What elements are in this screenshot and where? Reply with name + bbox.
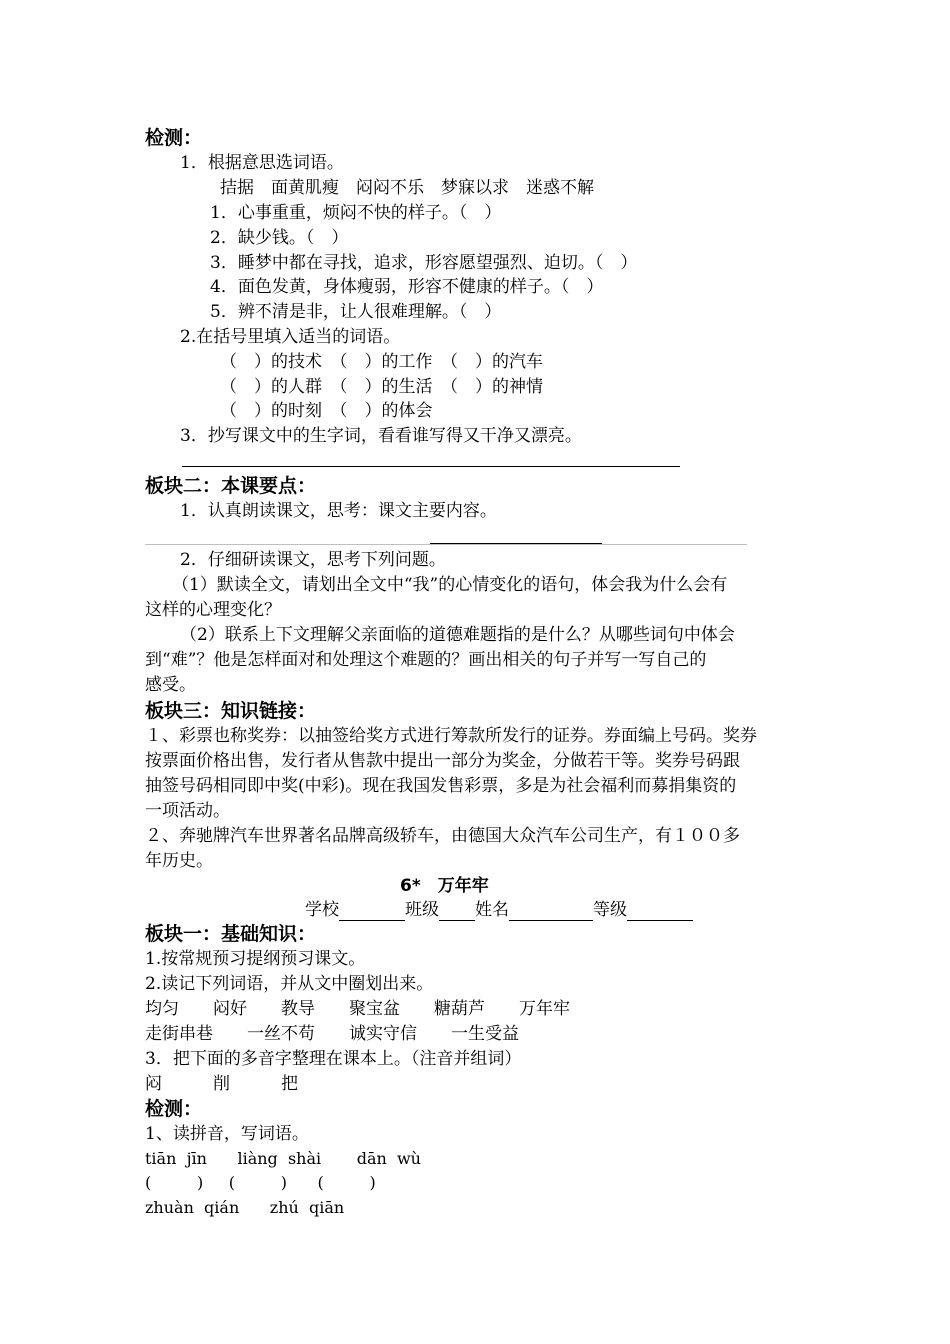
paragraph-text: ２、奔驰牌汽车世界著名品牌高级轿车，由德国大众汽车公司生产，有１００多 xyxy=(145,826,740,846)
word-options: 拮据 面黄肌瘦 闷闷不乐 梦寐以求 迷惑不解 xyxy=(220,178,594,198)
section-title-1: 板块一：基础知识： xyxy=(145,923,317,945)
student-info-row xyxy=(305,899,693,921)
answer-parens-row: ( ) ( ) ( ) xyxy=(145,1173,376,1192)
polyphone-chars: 闷 削 把 xyxy=(145,1074,298,1094)
paragraph-text: １、彩票也称奖券：以抽签给奖方式进行筹款所发行的证券。券面编上号码。奖券 xyxy=(145,726,757,746)
question-text: 这样的心理变化？ xyxy=(145,600,281,620)
section-1-item-3: 3．把下面的多音字整理在课本上。（注音并组词） xyxy=(145,1049,522,1069)
question-text: （1）默读全文，请划出全文中“我”的心情变化的语句，体会我为什么会有 xyxy=(172,575,728,595)
question-1-item: 1．心事重重，烦闷不快的样子。（ ） xyxy=(210,203,502,223)
section-title-jiance: 检测： xyxy=(145,1098,203,1120)
section-title-2: 板块二：本课要点： xyxy=(145,475,317,497)
divider-line xyxy=(145,544,747,545)
section-title-jiance: 检测： xyxy=(145,127,203,149)
question-text: （2）联系上下文理解父亲面临的道德难题指的是什么？从哪些词句中体会 xyxy=(180,625,735,645)
question-text: 感受。 xyxy=(145,675,196,695)
writing-line xyxy=(430,543,602,544)
vocab-row: 均匀 闷好 教导 聚宝盆 糖葫芦 万年牢 xyxy=(145,999,570,1019)
paragraph-text: 年历史。 xyxy=(145,851,213,871)
writing-line xyxy=(182,466,680,467)
question-1-title: 1．根据意思选词语。 xyxy=(180,153,344,173)
pinyin-row: zhuàn qián zhú qiān xyxy=(145,1198,345,1217)
vocab-row: 走街串巷 一丝不苟 诚实守信 一生受益 xyxy=(145,1024,519,1044)
question-text: 到“难”？他是怎样面对和处理这个难题的？画出相关的句子并写一写自己的 xyxy=(145,650,707,670)
name-label: 姓名 xyxy=(475,900,509,920)
class-field[interactable] xyxy=(439,902,475,921)
fill-blank-row: （ ）的技术 （ ）的工作 （ ）的汽车 xyxy=(220,352,543,372)
grade-label: 等级 xyxy=(593,900,627,920)
question-2-title: 2.在括号里填入适当的词语。 xyxy=(180,327,401,347)
pinyin-row: tiān jīn liàng shài dān wù xyxy=(145,1149,421,1168)
school-field[interactable] xyxy=(339,902,405,921)
school-label: 学校 xyxy=(305,900,339,920)
name-field[interactable] xyxy=(509,902,593,921)
fill-blank-row: （ ）的人群 （ ）的生活 （ ）的神情 xyxy=(220,377,543,397)
section-2-item-2: 2．仔细研读课文，思考下列问题。 xyxy=(180,550,446,570)
fill-blank-row: （ ）的时刻 （ ）的体会 xyxy=(220,401,433,421)
question-1-item: 4．面色发黄，身体瘦弱，形容不健康的样子。（ ） xyxy=(210,277,604,297)
question-1-item: 5．辨不清是非，让人很难理解。（ ） xyxy=(210,302,502,322)
question-1-item: 3．睡梦中都在寻找，追求，形容愿望强烈、迫切。（ ） xyxy=(210,253,638,273)
paragraph-text: 按票面价格出售，发行者从售款中提出一部分为奖金，分做若干等。奖券号码跟 xyxy=(145,751,740,771)
grade-field[interactable] xyxy=(627,902,693,921)
class-label: 班级 xyxy=(405,900,439,920)
paragraph-text: 抽签号码相同即中奖(中彩)。现在我国发售彩票，多是为社会福利而募捐集资的 xyxy=(145,776,737,796)
lesson-title: 6* 万年牢 xyxy=(400,876,489,896)
question-3-title: 3．抄写课文中的生字词，看看谁写得又干净又漂亮。 xyxy=(180,426,582,446)
section-1-item-1: 1.按常规预习提纲预习课文。 xyxy=(145,949,366,969)
section-title-3: 板块三：知识链接： xyxy=(145,700,317,722)
check-item-1: 1、读拼音，写词语。 xyxy=(145,1124,309,1144)
paragraph-text: 一项活动。 xyxy=(145,801,230,821)
section-2-item-1: 1．认真朗读课文，思考：课文主要内容。 xyxy=(180,501,497,521)
question-1-item: 2．缺少钱。（ ） xyxy=(210,228,349,248)
section-1-item-2: 2.读记下列词语，并从文中圈划出来。 xyxy=(145,974,434,994)
